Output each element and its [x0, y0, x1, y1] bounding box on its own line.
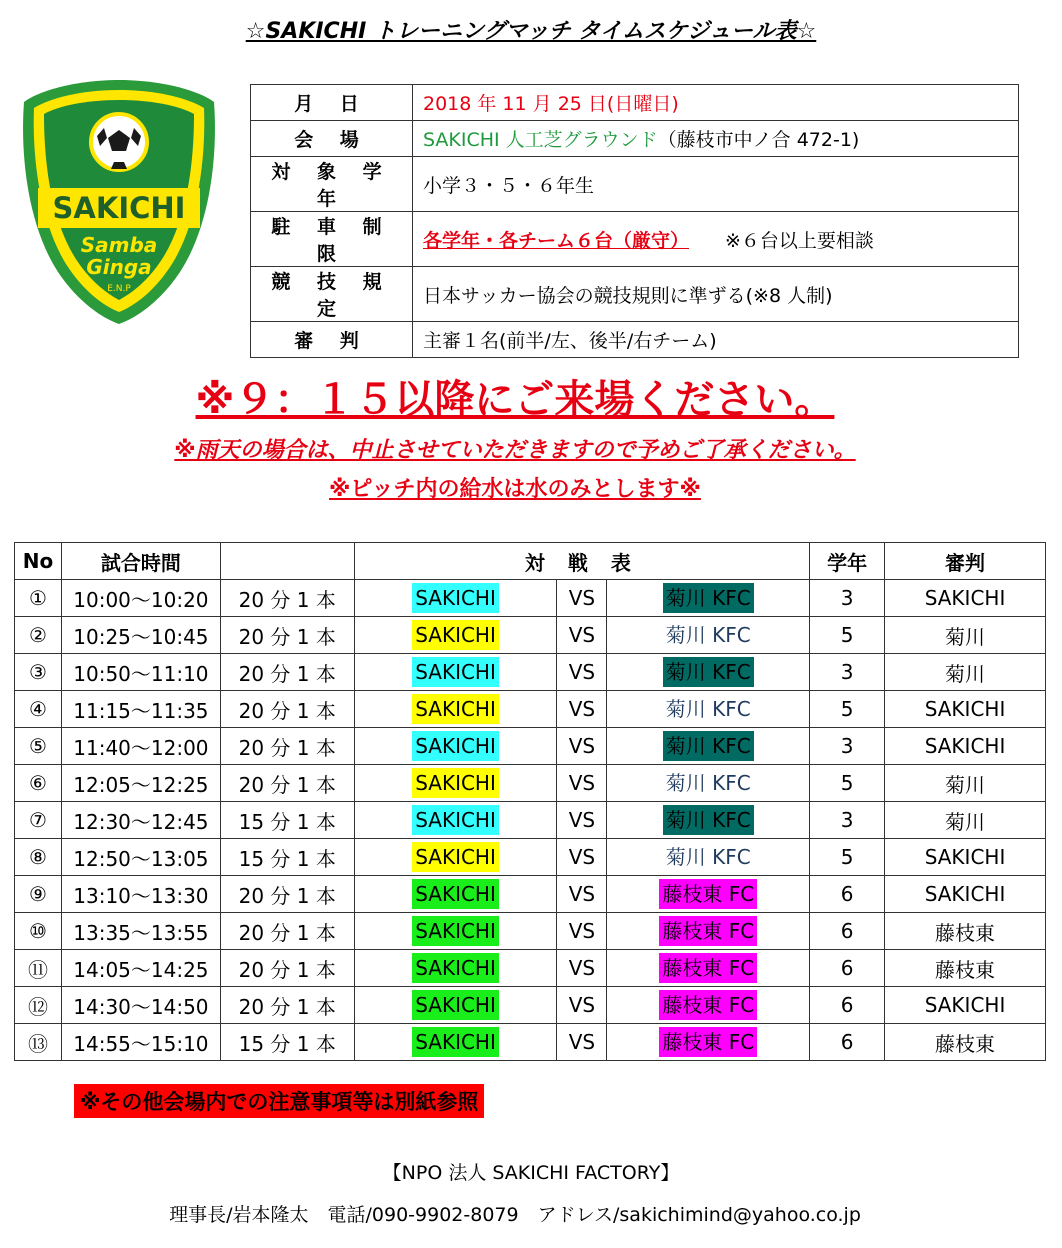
match-referee-cell: [885, 987, 1046, 1024]
match-referee-cell: [885, 654, 1046, 691]
match-grade: 6: [840, 956, 854, 980]
home-team-cell: [354, 876, 557, 913]
away-team-cell: [607, 839, 810, 876]
away-team-cell: [607, 617, 810, 654]
info-row-grade: [251, 157, 1019, 212]
match-grade-cell: [810, 876, 885, 913]
home-team-cell: [354, 728, 557, 765]
match-referee: SAKICHI: [924, 697, 1006, 721]
organization-name: 【NPO 法人 SAKICHI FACTORY】: [382, 1162, 680, 1184]
match-referee: 藤枝東: [935, 957, 996, 982]
match-grade: 3: [840, 734, 854, 758]
info-row-rules: [251, 267, 1019, 322]
vs-label: VS: [568, 660, 596, 684]
match-duration: 20 分 1 本: [238, 587, 336, 612]
match-referee-cell: [885, 839, 1046, 876]
match-duration-cell: [220, 950, 354, 987]
match-time-cell: [61, 691, 220, 728]
away-team: 菊川 KFC: [665, 697, 751, 721]
match-duration-cell: [220, 617, 354, 654]
match-time: 14:55～15:10: [73, 1031, 209, 1056]
home-team-cell: [354, 1024, 557, 1061]
match-number-cell: [15, 728, 62, 765]
away-team: 菊川 KFC: [663, 731, 754, 761]
home-team: SAKICHI: [412, 879, 499, 909]
vs-label-cell: [557, 580, 607, 617]
match-number: ⑤: [29, 734, 47, 758]
vs-label: VS: [568, 882, 596, 906]
header-time: 試合時間: [61, 543, 220, 580]
home-team-cell: [354, 691, 557, 728]
table-row: [15, 728, 1046, 765]
match-duration: 20 分 1 本: [238, 772, 336, 797]
header-matchup: 対 戦 表: [354, 543, 810, 580]
match-grade-cell: [810, 765, 885, 802]
match-grade-cell: [810, 987, 885, 1024]
match-duration: 15 分 1 本: [238, 809, 336, 834]
vs-label-cell: [557, 950, 607, 987]
match-number: ④: [29, 697, 47, 721]
home-team: SAKICHI: [412, 953, 499, 983]
match-time-cell: [61, 839, 220, 876]
table-row: [15, 913, 1046, 950]
venue-address: （藤枝市中ノ合 472-1): [657, 129, 860, 151]
match-duration: 20 分 1 本: [238, 698, 336, 723]
vs-label: VS: [568, 734, 596, 758]
away-team-cell: [607, 802, 810, 839]
vs-label-cell: [557, 1024, 607, 1061]
match-referee-cell: [885, 913, 1046, 950]
footnote: ※その他会場内での注意事項等は別紙参照: [74, 1084, 484, 1118]
home-team: SAKICHI: [412, 694, 499, 724]
match-grade-cell: [810, 1024, 885, 1061]
match-number-cell: [15, 913, 62, 950]
home-team-cell: [354, 654, 557, 691]
table-row: [15, 876, 1046, 913]
home-team-cell: [354, 617, 557, 654]
vs-label-cell: [557, 654, 607, 691]
vs-label: VS: [568, 845, 596, 869]
match-referee: SAKICHI: [924, 882, 1006, 906]
page-title: ☆SAKICHI トレーニングマッチ タイムスケジュール表☆: [245, 19, 817, 44]
match-grade: 3: [840, 586, 854, 610]
match-schedule-table: [14, 542, 1046, 1061]
match-referee-cell: [885, 950, 1046, 987]
home-team: SAKICHI: [412, 1027, 499, 1057]
venue-cell: [413, 121, 1019, 157]
away-team-cell: [607, 1024, 810, 1061]
contact-info: 理事長/岩本隆太 電話/090-9902-8079 アドレス/sakichimind@yahoo.co.jp: [169, 1204, 861, 1226]
vs-label: VS: [568, 623, 596, 647]
table-row: [15, 580, 1046, 617]
match-time: 10:50～11:10: [73, 661, 209, 686]
vs-label-cell: [557, 839, 607, 876]
grade-label: 対 象 学 年: [251, 157, 413, 212]
match-grade: 5: [840, 845, 854, 869]
info-row-venue: [251, 121, 1019, 157]
match-number-cell: [15, 802, 62, 839]
away-team-cell: [607, 654, 810, 691]
vs-label-cell: [557, 765, 607, 802]
table-row: [15, 987, 1046, 1024]
match-number: ⑦: [29, 808, 47, 832]
event-info-table: [250, 84, 1019, 358]
match-number: ②: [29, 623, 47, 647]
rain-notice: ※雨天の場合は、中止させていただきますので予めご了承ください。: [174, 438, 856, 463]
match-time-cell: [61, 802, 220, 839]
vs-label: VS: [568, 1030, 596, 1054]
schedule-body: [15, 580, 1046, 1061]
match-time: 10:00～10:20: [73, 587, 209, 612]
match-referee-cell: [885, 617, 1046, 654]
away-team-cell: [607, 876, 810, 913]
match-time-cell: [61, 1024, 220, 1061]
match-number: ⑧: [29, 845, 47, 869]
header-duration: [220, 543, 354, 580]
away-team: 藤枝東 FC: [659, 879, 757, 909]
home-team-cell: [354, 950, 557, 987]
match-referee-cell: [885, 691, 1046, 728]
venue-name: SAKICHI 人工芝グラウンド: [423, 129, 658, 151]
match-referee: 菊川: [945, 809, 986, 834]
match-duration: 15 分 1 本: [238, 1031, 336, 1056]
match-duration: 20 分 1 本: [238, 994, 336, 1019]
vs-label: VS: [568, 808, 596, 832]
vs-label: VS: [568, 919, 596, 943]
match-grade: 3: [840, 660, 854, 684]
home-team: SAKICHI: [412, 583, 499, 613]
match-referee-cell: [885, 728, 1046, 765]
schedule-header-row: [15, 543, 1046, 580]
match-time-cell: [61, 654, 220, 691]
water-notice: ※ピッチ内の給水は水のみとします※: [329, 477, 701, 502]
logo-sub1: Samba: [80, 233, 158, 257]
away-team-cell: [607, 950, 810, 987]
match-grade: 6: [840, 993, 854, 1017]
home-team-cell: [354, 765, 557, 802]
vs-label-cell: [557, 617, 607, 654]
match-number: ⑬: [27, 1031, 48, 1056]
match-time-cell: [61, 876, 220, 913]
match-time-cell: [61, 728, 220, 765]
vs-label-cell: [557, 987, 607, 1024]
away-team-cell: [607, 913, 810, 950]
match-referee-cell: [885, 580, 1046, 617]
home-team: SAKICHI: [412, 916, 499, 946]
vs-label-cell: [557, 913, 607, 950]
away-team: 藤枝東 FC: [659, 916, 757, 946]
parking-label: 駐 車 制 限: [251, 212, 413, 267]
info-row-date: [251, 85, 1019, 121]
match-grade: 5: [840, 771, 854, 795]
match-time: 12:30～12:45: [73, 809, 209, 834]
away-team-cell: [607, 765, 810, 802]
match-number-cell: [15, 876, 62, 913]
match-number: ⑨: [29, 882, 47, 906]
home-team: SAKICHI: [412, 805, 499, 835]
match-grade-cell: [810, 580, 885, 617]
match-number: ⑪: [27, 957, 48, 982]
table-row: [15, 1024, 1046, 1061]
home-team-cell: [354, 802, 557, 839]
home-team: SAKICHI: [412, 768, 499, 798]
match-number: ⑫: [27, 994, 48, 1019]
match-number-cell: [15, 987, 62, 1024]
match-referee: SAKICHI: [924, 586, 1006, 610]
home-team-cell: [354, 987, 557, 1024]
match-duration-cell: [220, 987, 354, 1024]
match-duration-cell: [220, 876, 354, 913]
header-grade: 学年: [810, 543, 885, 580]
vs-label: VS: [568, 993, 596, 1017]
match-number-cell: [15, 839, 62, 876]
match-time-cell: [61, 987, 220, 1024]
match-duration-cell: [220, 580, 354, 617]
match-referee-cell: [885, 765, 1046, 802]
home-team: SAKICHI: [412, 620, 499, 650]
match-number-cell: [15, 617, 62, 654]
match-duration-cell: [220, 802, 354, 839]
parking-note: ※６台以上要相談: [725, 229, 874, 252]
match-time: 12:50～13:05: [73, 846, 209, 871]
match-grade: 6: [840, 882, 854, 906]
home-team: SAKICHI: [412, 842, 499, 872]
away-team: 菊川 KFC: [663, 583, 754, 613]
table-row: [15, 839, 1046, 876]
vs-label: VS: [568, 956, 596, 980]
header-referee: 審判: [885, 543, 1046, 580]
match-time-cell: [61, 950, 220, 987]
match-duration-cell: [220, 913, 354, 950]
table-row: [15, 950, 1046, 987]
parking-cell: [413, 212, 1019, 267]
match-duration: 20 分 1 本: [238, 883, 336, 908]
rules-label: 競 技 規 定: [251, 267, 413, 322]
match-referee: 藤枝東: [935, 920, 996, 945]
match-time: 11:40～12:00: [73, 735, 209, 760]
table-row: [15, 691, 1046, 728]
match-duration-cell: [220, 1024, 354, 1061]
date-value: 2018 年 11 月 25 日(日曜日): [413, 85, 1019, 121]
away-team: 菊川 KFC: [663, 805, 754, 835]
match-grade-cell: [810, 654, 885, 691]
match-duration: 20 分 1 本: [238, 735, 336, 760]
sakichi-logo: [18, 76, 220, 328]
referee-value: 主審１名(前半/左、後半/右チーム): [413, 322, 1019, 358]
table-row: [15, 654, 1046, 691]
match-grade-cell: [810, 728, 885, 765]
match-number-cell: [15, 654, 62, 691]
match-duration-cell: [220, 691, 354, 728]
rules-value: 日本サッカー協会の競技規則に準ずる(※8 人制): [413, 267, 1019, 322]
away-team: 菊川 KFC: [663, 657, 754, 687]
match-grade: 5: [840, 623, 854, 647]
match-grade-cell: [810, 691, 885, 728]
match-time: 13:35～13:55: [73, 920, 209, 945]
match-duration: 20 分 1 本: [238, 661, 336, 686]
match-referee-cell: [885, 876, 1046, 913]
logo-text: SAKICHI: [52, 191, 186, 225]
vs-label-cell: [557, 728, 607, 765]
match-number-cell: [15, 765, 62, 802]
match-duration-cell: [220, 654, 354, 691]
match-referee: 菊川: [945, 661, 986, 686]
home-team-cell: [354, 913, 557, 950]
match-duration: 20 分 1 本: [238, 624, 336, 649]
vs-label: VS: [568, 697, 596, 721]
match-duration-cell: [220, 839, 354, 876]
vs-label-cell: [557, 691, 607, 728]
match-time: 14:05～14:25: [73, 957, 209, 982]
match-time-cell: [61, 765, 220, 802]
vs-label-cell: [557, 802, 607, 839]
away-team: 菊川 KFC: [665, 623, 751, 647]
venue-label: 会 場: [251, 121, 413, 157]
match-grade: 3: [840, 808, 854, 832]
home-team: SAKICHI: [412, 731, 499, 761]
info-row-parking: [251, 212, 1019, 267]
home-team-cell: [354, 580, 557, 617]
header-no: No: [15, 543, 62, 580]
match-time: 13:10～13:30: [73, 883, 209, 908]
away-team: 藤枝東 FC: [659, 1027, 757, 1057]
match-time-cell: [61, 580, 220, 617]
away-team-cell: [607, 691, 810, 728]
match-grade-cell: [810, 913, 885, 950]
away-team-cell: [607, 580, 810, 617]
table-row: [15, 802, 1046, 839]
match-number: ①: [29, 586, 47, 610]
match-time: 10:25～10:45: [73, 624, 209, 649]
match-time: 11:15～11:35: [73, 698, 209, 723]
match-referee-cell: [885, 1024, 1046, 1061]
match-number: ③: [29, 660, 47, 684]
parking-value: 各学年・各チーム６台（厳守）: [423, 229, 690, 252]
vs-label-cell: [557, 876, 607, 913]
table-row: [15, 765, 1046, 802]
grade-value: 小学３・５・６年生: [413, 157, 1019, 212]
away-team: 藤枝東 FC: [659, 990, 757, 1020]
match-grade: 6: [840, 919, 854, 943]
info-row-referee: [251, 322, 1019, 358]
match-number-cell: [15, 691, 62, 728]
vs-label: VS: [568, 586, 596, 610]
arrival-notice: ※９：１５以降にご来場ください。: [195, 377, 835, 423]
match-duration-cell: [220, 765, 354, 802]
match-grade-cell: [810, 950, 885, 987]
away-team: 藤枝東 FC: [659, 953, 757, 983]
home-team: SAKICHI: [412, 657, 499, 687]
match-referee: 菊川: [945, 772, 986, 797]
match-time: 12:05～12:25: [73, 772, 209, 797]
match-time-cell: [61, 617, 220, 654]
logo-sub3: E.N.P: [107, 284, 131, 294]
match-referee: SAKICHI: [924, 734, 1006, 758]
match-grade: 5: [840, 697, 854, 721]
date-label: 月 日: [251, 85, 413, 121]
match-referee-cell: [885, 802, 1046, 839]
away-team-cell: [607, 728, 810, 765]
match-time: 14:30～14:50: [73, 994, 209, 1019]
match-number-cell: [15, 950, 62, 987]
match-number-cell: [15, 580, 62, 617]
match-duration: 20 分 1 本: [238, 920, 336, 945]
match-grade: 6: [840, 1030, 854, 1054]
away-team-cell: [607, 987, 810, 1024]
match-grade-cell: [810, 839, 885, 876]
match-duration: 15 分 1 本: [238, 846, 336, 871]
match-duration-cell: [220, 728, 354, 765]
match-number: ⑩: [29, 919, 47, 943]
home-team: SAKICHI: [412, 990, 499, 1020]
match-grade-cell: [810, 802, 885, 839]
vs-label: VS: [568, 771, 596, 795]
logo-sub2: Ginga: [86, 255, 152, 279]
match-referee: 菊川: [945, 624, 986, 649]
match-number: ⑥: [29, 771, 47, 795]
away-team: 菊川 KFC: [665, 771, 751, 795]
match-grade-cell: [810, 617, 885, 654]
match-duration: 20 分 1 本: [238, 957, 336, 982]
match-time-cell: [61, 913, 220, 950]
home-team-cell: [354, 839, 557, 876]
match-referee: SAKICHI: [924, 993, 1006, 1017]
match-number-cell: [15, 1024, 62, 1061]
table-row: [15, 617, 1046, 654]
match-referee: SAKICHI: [924, 845, 1006, 869]
match-referee: 藤枝東: [935, 1031, 996, 1056]
away-team: 菊川 KFC: [665, 845, 751, 869]
referee-label: 審 判: [251, 322, 413, 358]
